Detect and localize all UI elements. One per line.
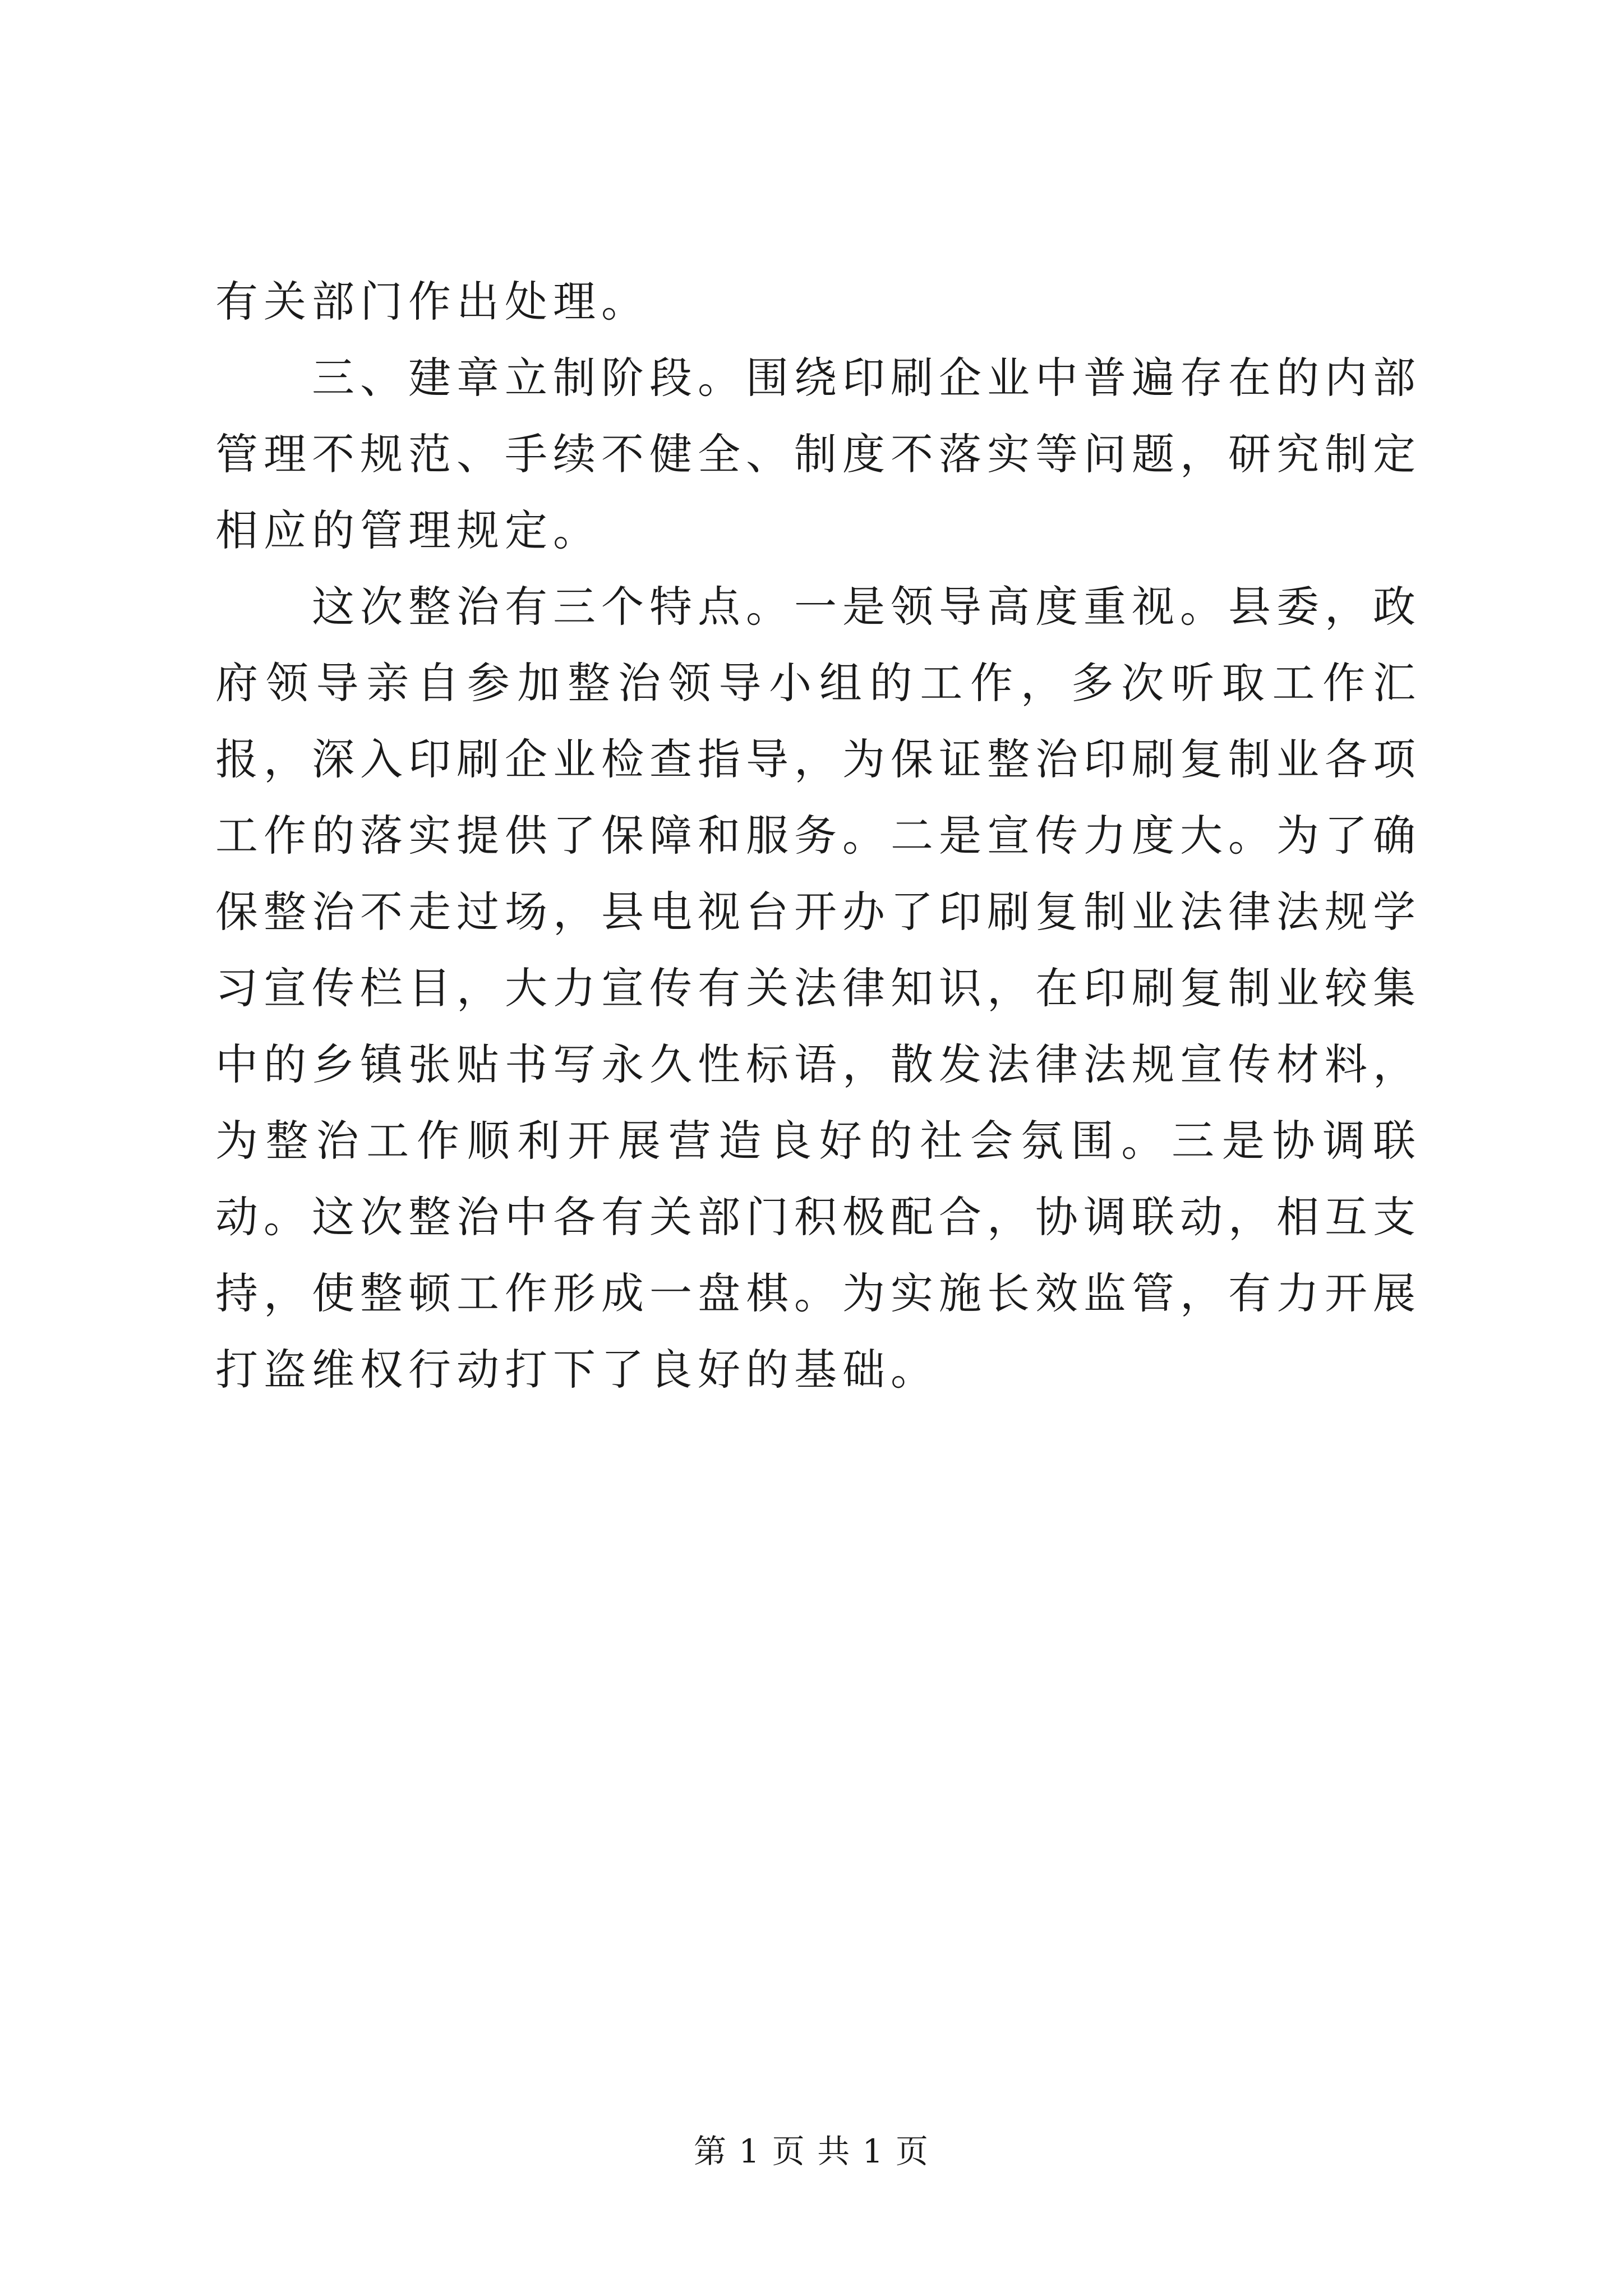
paragraph-continuation: 有关部门作出处理。 (215, 277, 649, 326)
page-footer: 第 1 页 共 1 页 (694, 2132, 929, 2170)
paragraph-stage-three: 三、建章立制阶段。围绕印刷企业中普遍存在的内部管理不规范、手续不健全、制度不落实等问题，研究制定相应的管理规定。 (215, 353, 1421, 555)
document-body (215, 264, 1421, 1408)
paragraph-features: 这次整治有三个特点。一是领导高度重视。县委，政府领导亲自参加整治领导小组的工作，多次听取工作汇报，深入印刷企业检查指导，为保证整治印刷复制业各项工作的落实提供了保障和服务。二是宣传力度大。为了确保整治不走过场，县电视台开办了印刷复制业法律法规学习宣传栏目，大力宣传有关法律知识，在印刷复制业较集中的乡镇张贴书写永久性标语，散发法律法规宣传材料，为整治工作顺利开展营造良好的社会氛围。三是协调联动。这次整治中各有关部门积极配合，协调联动，相互支持，使整顿工作形成一盘棋。为实施长效监管，有力开展打盗维权行动打下了良好的基础。 (215, 582, 1421, 1395)
